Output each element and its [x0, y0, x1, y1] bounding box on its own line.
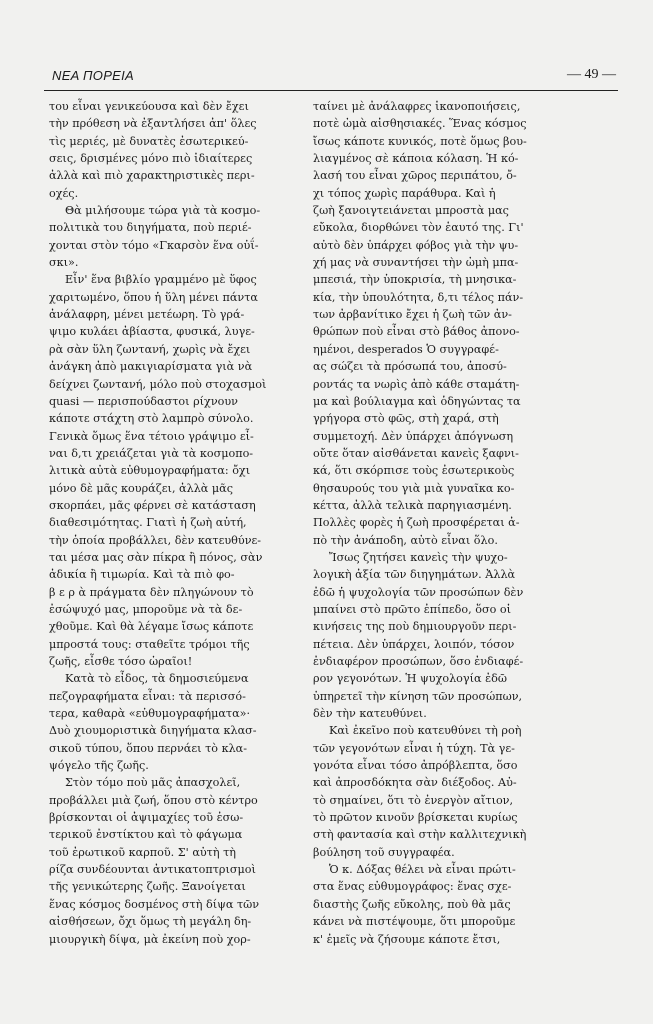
text-line: βρίσκονται οἱ ἀψιμαχίες τοῦ ἐσω- [49, 811, 244, 825]
text-line: χή μας νὰ συναντήσει τὴν ὠμὴ μπα- [313, 256, 519, 270]
text-line: διαθεσιμότητας. Γιατὶ ἡ ζωὴ αὐτή, [49, 516, 247, 530]
text-line: οχές. [49, 186, 79, 200]
text-line: πεζογραφήματα εἶναι: τὰ περισσό- [49, 689, 246, 703]
text-line: λογικὴ ἀξία τῶν διηγημάτων. Ἀλλὰ [313, 568, 516, 582]
text-line: μιουργικὴ δίψα, μὰ ἐκείνη ποὺ χορ- [49, 932, 251, 946]
text-line: ὑπηρετεῖ τὴν κίνηση τῶν προσώπων, [313, 689, 523, 703]
text-line: κ' ἐμεῖς νὰ ζήσουμε κάποτε ἔτσι, [313, 932, 501, 946]
text-line: τὴν ὁποία προβάλλει, δὲν κατευθύνε- [49, 533, 262, 547]
text-line: των ἀρβανίτικο ἔχει ἡ ζωὴ τῶν ἀν- [313, 308, 512, 322]
text-line: ἐνδιαφέρον προσώπων, ὅσο ἐνδιαφέ- [313, 655, 524, 668]
text-line: Ἴσως ζητήσει κανεὶς τὴν ψυχο- [329, 550, 508, 564]
text-line: πέτεια. Δὲν ὑπάρχει, λοιπόν, τόσον [313, 637, 515, 651]
text-line: Πολλὲς φορὲς ἡ ζωὴ προσφέρεται ἀ- [313, 516, 520, 530]
page-header [44, 66, 618, 86]
text-line: σεις, δρισμένες μόνο πιὸ ἰδιαίτερες [49, 152, 253, 166]
text-line: κινήσεις της ποὺ δημιουργοῦν περι- [313, 620, 517, 634]
text-line: δείχνει ζωντανή, μόλο ποὺ στοχασμοὶ [49, 377, 267, 391]
text-line: τῶν γεγονότων εἶναι ἡ τύχη. Τὰ γε- [313, 741, 515, 755]
text-line: ἐσώψυχό μας, μποροῦμε νὰ τὰ δε- [49, 602, 243, 616]
header-rule [44, 90, 618, 91]
right-text-column [313, 98, 574, 948]
text-line: ζωὴ ξανοιγτειάνεται μπροστὰ μας [313, 204, 509, 218]
text-line: Θὰ μιλήσουμε τώρα γιὰ τὰ κοσμο- [65, 204, 261, 218]
text-line: κέττα, ἀλλὰ τελικὰ παρηγιασμένη. [313, 498, 512, 512]
text-line: Ὁ κ. Δόξας θέλει νὰ εἶναι πρώτι- [329, 863, 516, 877]
text-line: ἀδικία ἢ τιμωρία. Καὶ τὰ πιὸ φο- [49, 568, 235, 582]
text-line: ταίνει μὲ ἀνάλαφρες ἱκανοποιήσεις, [313, 100, 521, 113]
text-line: Κατὰ τὸ εἶδος, τὰ δημοσιεύμενα [65, 672, 249, 686]
text-line: γονότα εἶναι τόσο ἀπρόβλεπτα, ὅσο [313, 759, 518, 773]
text-line: στα ἕνας εὐθυμογράφος: ἕνας σχε- [313, 880, 512, 894]
text-line: χαριτωμένο, ὅπου ἡ ὕλη μένει πάντα [49, 290, 258, 304]
text-line: οὔτε ὅταν αἰσθάνεται κανεὶς ξαφνι- [313, 446, 519, 460]
text-line: ἕνας κόσμος δοσμένος στὴ δίψα τῶν [49, 897, 260, 911]
text-line: λιτικὰ αὐτὰ εὐθυμογραφήματα: ὄχι [49, 464, 251, 478]
text-line: χι τόπος χωρὶς παράθυρα. Καὶ ἡ [313, 186, 496, 200]
text-line: κάνει νὰ πιστέψουμε, ὅτι μποροῦμε [313, 915, 516, 929]
text-line: μπαίνει στὸ πρῶτο ἐπίπεδο, ὅσο οἱ [313, 602, 512, 616]
text-line: αὐτὸ δὲν ὑπάρχει φόβος γιὰ τὴν ψυ- [313, 238, 519, 252]
text-line: λασή του εἶναι χῶρος περιπάτου, ὄ- [313, 169, 517, 183]
text-line: γρήγορα στὸ φῶς, στὴ χαρά, στὴ [313, 412, 499, 426]
text-line: καὶ ἀπροσδόκητα σὰν διέξοδος. Αὐ- [313, 776, 517, 790]
text-line: ημένοι, desperados Ὁ συγγραφέ- [313, 342, 499, 356]
text-line: τῆς γενικώτερης ζωῆς. Ξανοίγεται [49, 880, 246, 894]
text-line: ρον γεγονότων. Ἡ ψυχολογία ἐδῶ [313, 672, 507, 686]
text-line: ἀλλὰ καὶ πιὸ χαρακτηριστικὲς περι- [49, 169, 255, 183]
text-line: Καὶ ἐκεῖνο ποὺ κατευθύνει τὴ ροὴ [329, 724, 522, 738]
text-line: βούληση τοῦ συγγραφέα. [313, 845, 455, 859]
text-line: σκι». [49, 256, 79, 270]
text-line: β ε ρ ὰ πράγματα δὲν πληγώνουν τὸ [49, 585, 254, 599]
text-line: θρώπων ποὺ εἶναι στὸ βάθος ἀπονο- [313, 325, 520, 339]
text-line: λιαγμένος σὲ κάποια κόλαση. Ἡ κό- [313, 152, 519, 166]
text-line: χονται στὸν τόμο «Γκαρσὸν ἕνα οὐΐ- [49, 238, 259, 252]
text-line: χθοῦμε. Καὶ θὰ λέγαμε ἴσως κάποτε [49, 620, 254, 634]
text-line: ἐδῶ ἡ ψυχολογία τῶν προσώπων δὲν [313, 585, 524, 599]
text-line: ροντάς τα νωρὶς ἀπὸ κάθε σταμάτη- [313, 377, 520, 391]
page-number: — 49 — [567, 67, 616, 82]
text-line: κία, τὴν ὑπουλότητα, δ,τι τέλος πάν- [313, 290, 524, 304]
text-line: ψιμο κυλάει ἀβίαστα, φυσικά, λυγε- [49, 325, 255, 339]
running-head: ΝΕΑ ΠΟΡΕΙΑ [52, 68, 135, 83]
text-line: ζωῆς, εἶσθε τόσο ὡραῖοι! [49, 655, 193, 668]
text-line: μόνο δὲ μᾶς κουράζει, ἀλλὰ μᾶς [49, 481, 233, 495]
text-line: τοῦ ἐρωτικοῦ καρποῦ. Σ' αὐτὴ τὴ [49, 845, 237, 859]
text-line: μα καὶ βούλιαγμα καὶ ὁδηγώντας τα [313, 394, 521, 408]
text-line: εὔκολα, διορθώνει τὸν ἑαυτό της. Γι' [313, 221, 524, 235]
text-line: ψόγελο τῆς ζωῆς. [49, 759, 149, 773]
text-line: μπροστά τους: σταθεῖτε τρόμοι τῆς [49, 637, 250, 651]
text-line: Δυὸ χιουμοριστικὰ διηγήματα κλασ- [49, 724, 257, 738]
text-line: κά, ὅτι σκόρπισε τοὺς ἐσωτερικοὺς [313, 464, 515, 478]
text-line: τὸ σημαίνει, ὅτι τὸ ἐνεργὸν αἴτιον, [313, 793, 514, 807]
text-line: δὲν τὴν κατευθύνει. [313, 707, 427, 721]
text-line: προβάλλει μιὰ ζωή, ὅπου στὸ κέντρο [49, 793, 258, 807]
text-line: κάποτε στάχτη στὸ λαμπρὸ σύνολο. [49, 412, 254, 426]
left-text-column [49, 98, 310, 948]
text-line: του εἶναι γενικεύουσα καὶ δὲν ἔχει [49, 100, 249, 113]
text-line: τὴν πρόθεση νὰ ἐξαντλήσει ἀπ' ὅλες [49, 117, 257, 131]
text-line: Στὸν τόμο ποὺ μᾶς ἀπασχολεῖ, [65, 776, 241, 790]
text-line: μπεσιά, τὴν ὑποκρισία, τὴ μνησικα- [313, 273, 517, 287]
text-line: ναι δ,τι χρειάζεται γιὰ τὰ κοσμοπο- [49, 446, 254, 460]
text-line: αἰσθήσεων, ὄχι ὅμως τὴ μεγάλη δη- [49, 915, 252, 929]
text-line: τὸ πρῶτον κινοῦν βρίσκεται κυρίως [313, 811, 518, 825]
text-line: ἀνάγκη ἀπὸ μακιγιαρίσματα γιὰ νὰ [49, 360, 253, 374]
text-line: σκορπάει, μᾶς φέρνει σὲ κατάσταση [49, 498, 256, 512]
text-line: quasi — περισπούδαστοι ρίχνουν [49, 394, 238, 408]
text-line: ρίζα συνδέουνται ἀντικατοπτρισμοὶ [49, 863, 256, 877]
text-line: τερα, καθαρὰ «εὐθυμογραφήματα»· [49, 707, 251, 721]
text-line: θησαυρούς του γιὰ μιὰ γυναῖκα κο- [313, 481, 515, 495]
text-line: ἴσως κάποτε κυνικός, ποτὲ ὅμως βου- [313, 134, 527, 148]
text-line: διαστὴς ζωῆς εὔκολης, ποὺ θὰ μᾶς [313, 897, 511, 911]
text-line: πὸ τὴν ἀνάποδη, αὐτὸ εἶναι ὅλο. [313, 533, 498, 547]
text-line: τὶς μεριές, μὲ δυνατὲς ἐσωτερικεύ- [49, 134, 249, 148]
text-line: τερικοῦ ἐνστίκτου καὶ τὸ φάγωμα [49, 828, 243, 842]
text-line: στὴ φαντασία καὶ στὴν καλλιτεχνικὴ [313, 828, 527, 842]
text-line: Εἶν' ἕνα βιβλίο γραμμένο μὲ ὕφος [65, 273, 257, 287]
text-line: συμμετοχή. Δὲν ὑπάρχει ἀπόγνωση [313, 429, 514, 443]
text-line: ας σώζει τὰ πρόσωπά του, ἀποσύ- [313, 360, 507, 374]
text-line: σικοῦ τύπου, ὅπου περνάει τὸ κλα- [49, 741, 247, 755]
text-line: ποτὲ ὠμὰ αἰσθησιακές. Ἕνας κόσμος [313, 117, 527, 131]
text-line: πολιτικὰ του διηγήματα, ποὺ περιέ- [49, 221, 252, 235]
text-line: ρὰ σὰν ὕλη ζωντανή, χωρὶς νὰ ἔχει [49, 342, 251, 356]
text-line: ἀνάλαφρη, μένει μετέωρη. Τὸ γρά- [49, 308, 245, 322]
text-line: Γενικὰ ὅμως ἕνα τέτοιο γράψιμο εἶ- [49, 429, 254, 443]
text-line: ται μέσα μας σὰν πίκρα ἢ πόνος, σὰν [49, 550, 263, 564]
